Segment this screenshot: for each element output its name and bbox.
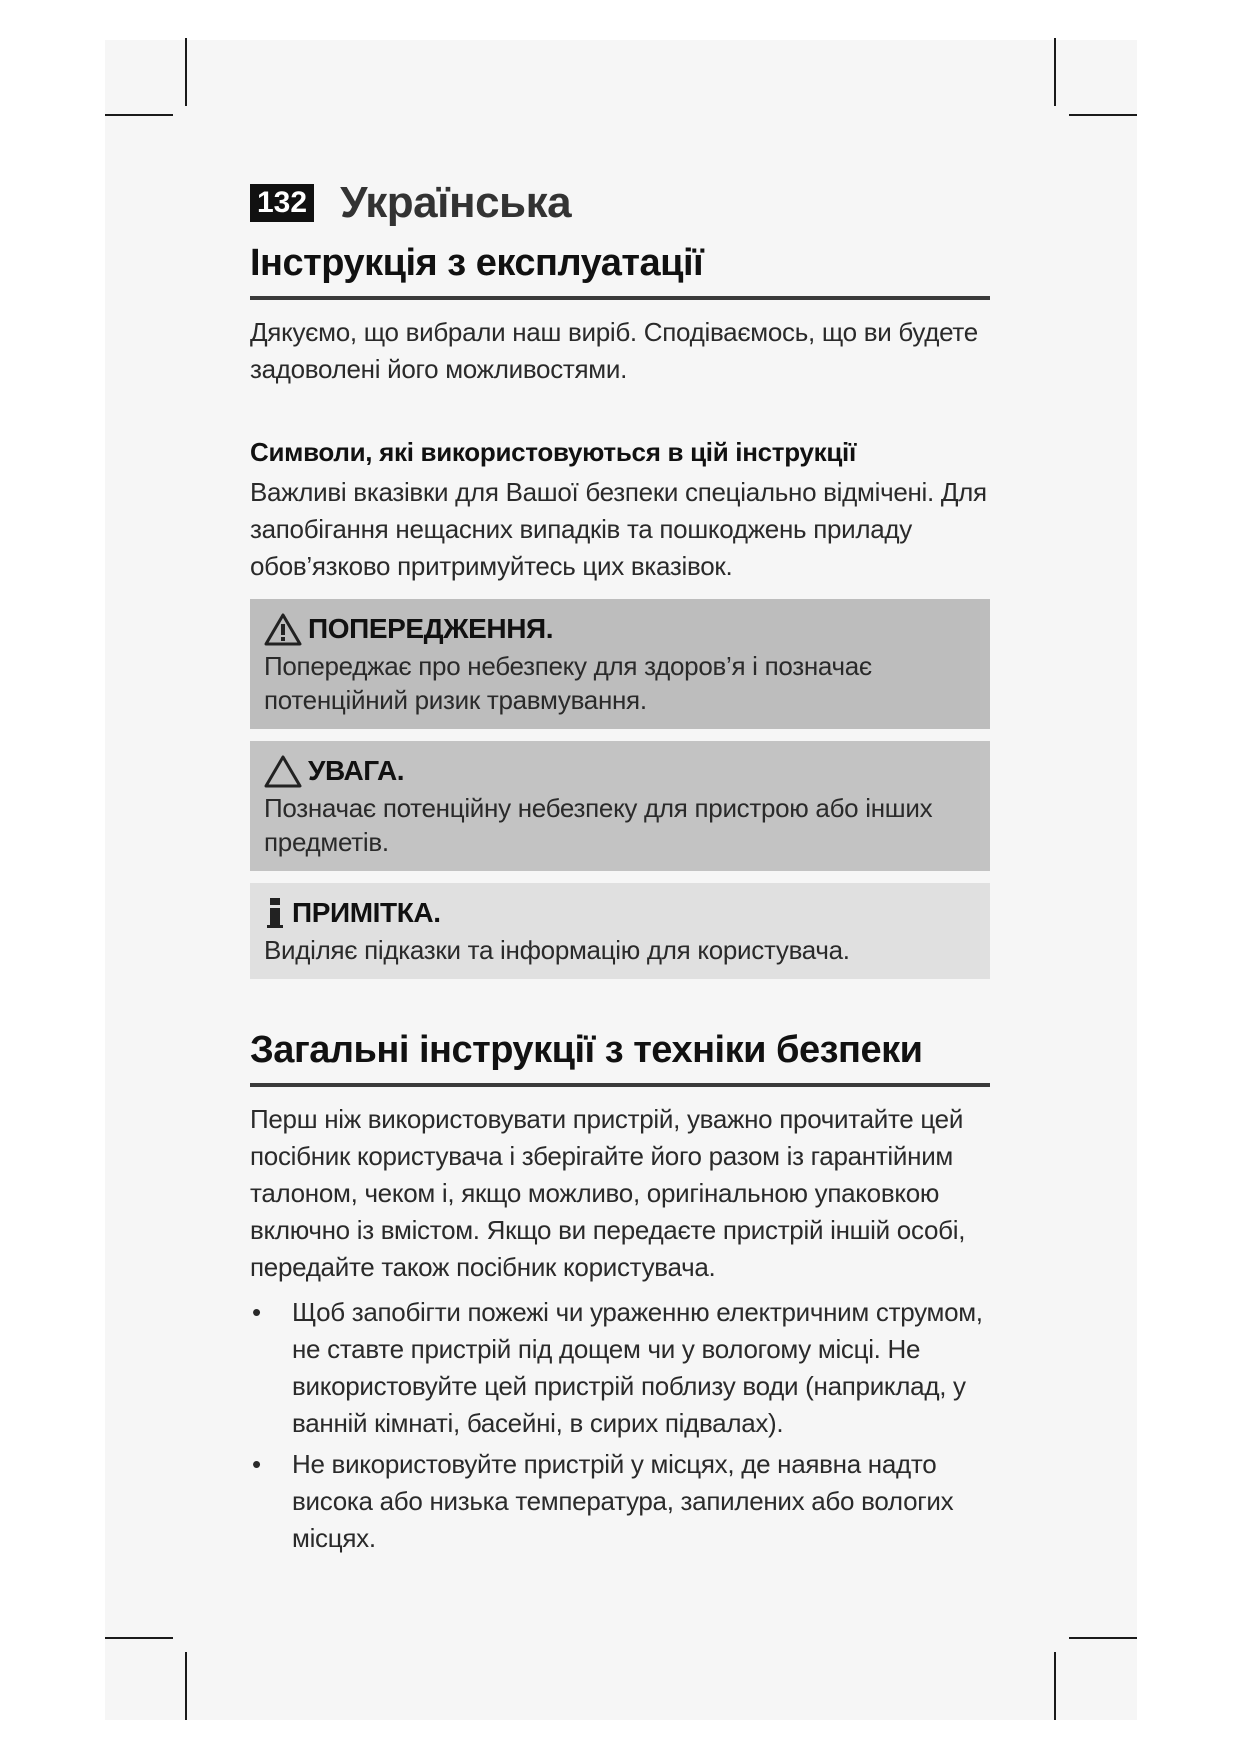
note-label: ПРИМІТКА. (292, 897, 441, 928)
note-text: Виділяє підказки та інформацію для користувача. (264, 935, 850, 965)
crop-mark (185, 1652, 187, 1720)
title-divider (250, 296, 990, 300)
page-title: Інструкція з експлуатації (250, 242, 704, 284)
caution-box (250, 741, 990, 871)
page-number: 132 (250, 184, 314, 222)
crop-mark (1054, 1652, 1056, 1720)
info-icon (264, 896, 286, 930)
symbols-heading: Символи, які використовуються в цій інструкції (250, 437, 856, 467)
safety-list (250, 1294, 990, 1557)
bullet-icon: • (252, 1449, 261, 1479)
safety-paragraph: Перш ніж використовувати пристрій, уважно прочитайте цей посібник користувача і зберігайте його разом із гарантійним талоном, чеком і, якщо можливо, оригінальною упаковкою включно із вмістом. Якщо ви передаєте пристрій іншій особі, передайте також посібник користувача. (250, 1104, 966, 1282)
crop-mark (105, 114, 173, 116)
caution-label: УВАГА. (308, 755, 405, 786)
section-divider (250, 1083, 990, 1087)
note-box (250, 883, 990, 979)
warning-text: Попереджає про небезпеку для здоров’я і позначає потенційний ризик травмування. (264, 651, 872, 715)
symbols-paragraph: Важливі вказівки для Вашої безпеки спеціально відмічені. Для запобігання нещасних випадків та пошкоджень приладу обов’язково притримуйтесь цих вказівок. (250, 477, 987, 581)
caution-triangle-icon (264, 754, 302, 788)
crop-mark (1069, 1637, 1137, 1639)
list-item-text: Не використовуйте пристрій у місцях, де наявна надто висока або низька температура, запилених або вологих місцях. (292, 1449, 954, 1553)
intro-paragraph: Дякуємо, що вибрали наш виріб. Сподіваємось, що ви будете задоволені його можливостями. (250, 317, 978, 384)
crop-mark (1054, 38, 1056, 106)
safety-heading: Загальні інструкції з техніки безпеки (250, 1029, 923, 1071)
warning-triangle-icon (264, 612, 302, 646)
list-item-text: Щоб запобігти пожежі чи ураженню електричним струмом, не ставте пристрій під дощем чи у вологому місці. Не використовуйте цей пристрій поблизу води (наприклад, у ванній кімнаті, басейні, в сирих підвалах). (292, 1297, 983, 1438)
list-item (250, 1446, 990, 1557)
crop-mark (1069, 114, 1137, 116)
bullet-icon: • (252, 1297, 261, 1327)
note-header (264, 893, 976, 933)
crop-mark (185, 38, 187, 106)
caution-header (264, 751, 976, 791)
warning-label: ПОПЕРЕДЖЕННЯ. (308, 613, 554, 644)
list-item (250, 1294, 990, 1442)
page-content (250, 168, 990, 1561)
warning-header (264, 609, 976, 649)
caution-text: Позначає потенційну небезпеку для пристрою або інших предметів. (264, 793, 933, 857)
crop-mark (105, 1637, 173, 1639)
language-heading: Українська (340, 178, 572, 227)
warning-box (250, 599, 990, 729)
page-header (250, 168, 990, 238)
